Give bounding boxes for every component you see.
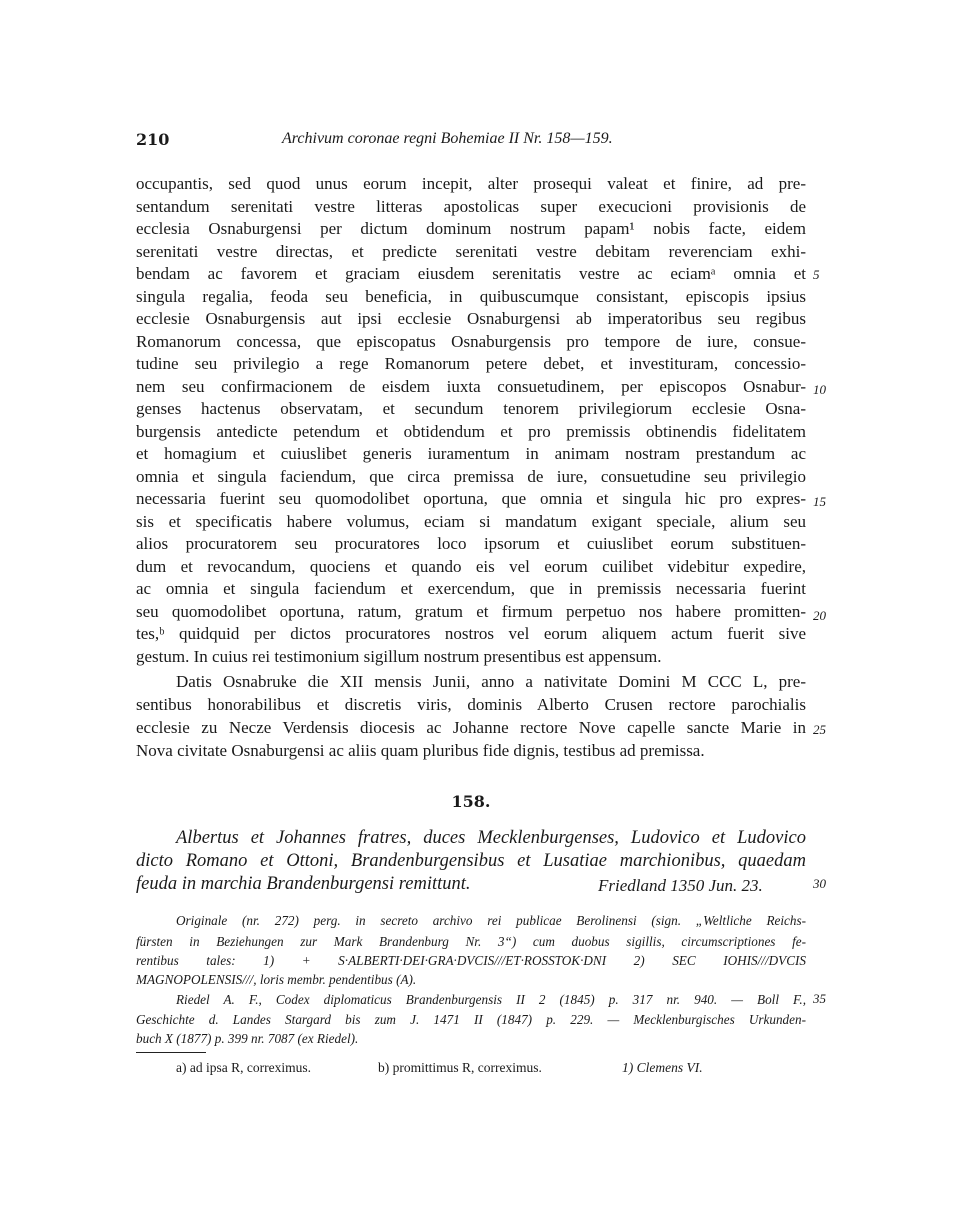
body-line: sentandum serenitati vestre litteras apostolicas super execucioni provisionis de (136, 196, 806, 216)
body-line: alios procuratorem seu procuratores loco ipsorum et cuiuslibet eorum substituen- (136, 534, 806, 553)
body-line: bendam ac favorem et graciam eiusdem serenitatis vestre ac eciamᵃ omnia et (136, 264, 806, 283)
apparatus-line: fürsten in Beziehungen zur Mark Brandenburg Nr. 3“) cum duobus sigillis, circumscriptiones fe- (136, 934, 806, 949)
body-line: occupantis, sed quod unus eorum incepit, alter prosequi valeat et finire, ad pre- (136, 174, 806, 193)
footnotes (176, 1058, 806, 1078)
body-line: omnia et singula faciendum, que circa premissa de iure, consuetudine seu privilegio (136, 466, 806, 486)
body-line: serenitati vestre directas, et predicte serenitati vestre debitam reverenciam exhi- (136, 241, 806, 261)
body-line: ac omnia et singula faciendum et exercendum, que in premissis necessaria fuerint (136, 579, 806, 598)
body-line: sis et specificatis habere volumus, eciam si mandatum exigant speciale, alium seu (136, 511, 806, 531)
footnote-1: 1) Clemens VI. (622, 1060, 703, 1075)
body-line: sentibus honorabilibus et discretis viris, dominis Alberto Crusen rectore parochialis (136, 695, 806, 714)
body-line: singula regalia, feoda seu beneficia, in quibuscumque consistant, episcopis ipsius (136, 286, 806, 306)
body-line: burgensis antedicte petendum et obtidendum et pro premissis obtinendis fidelitatem (136, 421, 806, 441)
body-line: ecclesie zu Necze Verdensis diocesis ac Johanne rectore Nove capelle sancte Marie in (136, 718, 806, 737)
place-date: Friedland 1350 Jun. 23. (598, 876, 763, 895)
line-number: 35 (813, 991, 826, 1006)
body-line: Nova civitate Osnaburgensi ac aliis quam pluribus fide dignis, testibus ad premissa. (136, 741, 705, 760)
regest-line: feuda in marchia Brandenburgensi remittunt. (136, 874, 471, 894)
apparatus-line: rentibus tales: 1) + S·ALBERTI·DEI·GRA·DVCIS///ET·ROSSTOK·DNI 2) SEC IOHIS///DVCIS (136, 953, 806, 968)
body-line: ecclesie Osnaburgensis aut ipsi ecclesie Osnaburgensi ab imperatoribus seu regibus (136, 309, 806, 328)
apparatus-line: MAGNOPOLENSIS///, loris membr. pendentibus (A). (136, 972, 417, 987)
line-number: 15 (813, 494, 826, 509)
running-title: Archivum coronae regni Bohemiae II Nr. 158—159. (282, 130, 613, 147)
body-line: et homagium et cuiuslibet generis iuramentum in animam nostram prestandum ac (136, 444, 806, 463)
footnote-b: b) promittimus R, correximus. (378, 1060, 542, 1075)
body-line: genses hactenus observatam, et secundum tenorem privilegiorum ecclesie Osna- (136, 399, 806, 418)
apparatus-line: buch X (1877) p. 399 nr. 7087 (ex Riedel). (136, 1031, 359, 1046)
footnote-a: a) ad ipsa R, correximus. (176, 1060, 311, 1075)
body-line: seu quomodolibet oportuna, ratum, gratum et firmum perpetuo nos habere promitten- (136, 601, 806, 621)
apparatus-line: Geschichte d. Landes Stargard bis zum J. 1471 II (1847) p. 229. — Mecklenburgisches Urkunden- (136, 1012, 806, 1027)
regest-line: Albertus et Johannes fratres, duces Mecklenburgenses, Ludovico et Ludovico (176, 828, 806, 848)
page-header (136, 130, 806, 154)
body-line: tudine seu privilegio a rege Romanorum petere debet, et investituram, concessio- (136, 354, 806, 373)
footnote-rule (136, 1052, 206, 1053)
body-line: Datis Osnabruke die XII mensis Junii, anno a nativitate Domini M CCC L, pre- (176, 672, 806, 691)
line-number: 25 (813, 722, 826, 737)
apparatus-line: Originale (nr. 272) perg. in secreto archivo rei publicae Berolinensi (sign. „Weltliche Reichs- (176, 913, 806, 928)
body-line: gestum. In cuius rei testimonium sigillum nostrum presentibus est appensum. (136, 646, 662, 666)
line-number: 20 (813, 608, 826, 623)
apparatus-line: Riedel A. F., Codex diplomaticus Brandenburgensis II 2 (1845) p. 317 nr. 940. — Boll F., (176, 992, 806, 1007)
line-number: 10 (813, 382, 826, 397)
body-line: ecclesia Osnaburgensi per dictum dominum nostrum papam¹ nobis facte, eidem (136, 219, 806, 238)
body-line: tes,ᵇ quidquid per dictos procuratores nostros vel eorum aliquem actum fuerit sive (136, 624, 806, 643)
body-line: dum et revocandum, quociens et quando eis vel eorum cuilibet videbitur expedire, (136, 556, 806, 576)
document-number: 158. (451, 792, 491, 811)
body-line: Romanorum concessa, que episcopatus Osnaburgensis pro tempore de iure, consue- (136, 331, 806, 351)
line-number: 30 (813, 876, 826, 891)
regest-line: dicto Romano et Ottoni, Brandenburgensibus et Lusatiae marchionibus, quaedam (136, 851, 806, 871)
page-number: 210 (136, 130, 170, 149)
body-line: necessaria fuerint seu quomodolibet oportuna, que omnia et singula hic pro expres- (136, 489, 806, 508)
line-number: 5 (813, 267, 820, 282)
body-line: nem seu confirmacionem de eisdem iuxta consuetudinem, per episcopos Osnabur- (136, 376, 806, 396)
